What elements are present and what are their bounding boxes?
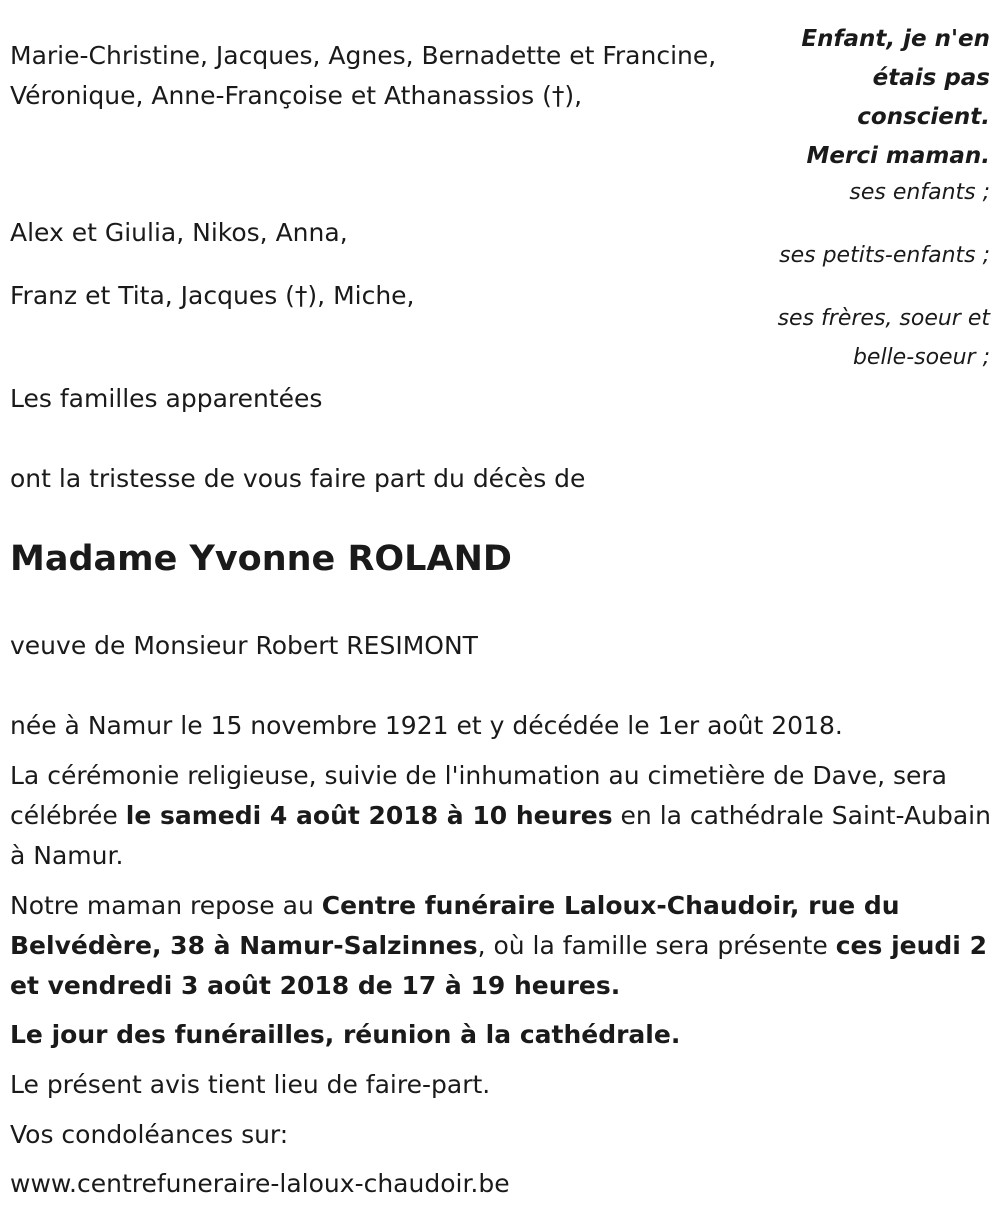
quote-line: Merci maman. (806, 143, 990, 169)
family-related-text: Les familles apparentées (10, 384, 323, 413)
visitation-intro: Notre maman repose au (10, 891, 322, 920)
gathering-text: Le jour des funérailles, réunion à la cathédrale. (10, 1020, 681, 1049)
spouse-text: veuve de Monsieur Robert RESIMONT (10, 631, 478, 660)
quote-line: Enfant, je n'en (801, 26, 990, 52)
visitation-place: Centre funéraire Laloux-Chaudoir, rue du Belvédère, 38 à Namur-Salzinnes (10, 891, 900, 960)
relation-children-label: ses enfants ; (849, 180, 990, 205)
family-siblings-text: Franz et Tita, Jacques (†), Miche, (10, 281, 415, 310)
condolences-label: Vos condoléances sur: (10, 1120, 289, 1149)
relation-siblings-label-continued: belle-soeur ; (852, 345, 990, 370)
relation-siblings-label: ses frères, soeur et (777, 306, 990, 331)
notice-text: Le présent avis tient lieu de faire-part. (10, 1070, 491, 1099)
birth-death-text: née à Namur le 15 novembre 1921 et y décédée le 1er août 2018. (10, 711, 843, 740)
ceremony-location: en la cathédrale Saint-Aubain à Namur. (10, 801, 991, 870)
relation-grandchildren-label: ses petits-enfants ; (779, 243, 990, 268)
announcement-text: ont la tristesse de vous faire part du décès de (10, 464, 586, 493)
visitation-dates: ces jeudi 2 et vendredi 3 août 2018 de 17 à 19 heures. (10, 931, 987, 1000)
family-children-text: Marie-Christine, Jacques, Agnes, Bernadette et Francine, Véronique, Anne-Françoise et Athanassios (†), (10, 41, 717, 110)
deceased-name: Madame Yvonne ROLAND (10, 539, 512, 579)
website-link[interactable]: www.centrefuneraire-laloux-chaudoir.be (10, 1169, 510, 1198)
visitation-paragraph (10, 886, 995, 1006)
family-grandchildren-text: Alex et Giulia, Nikos, Anna, (10, 218, 348, 247)
ceremony-intro: La cérémonie religieuse, suivie de l'inhumation au cimetière de Dave, sera célébrée (10, 761, 947, 830)
visitation-middle: , où la famille sera présente (477, 931, 836, 960)
ceremony-datetime: le samedi 4 août 2018 à 10 heures (125, 801, 613, 830)
ceremony-paragraph (10, 756, 995, 876)
quote-line: étais pas (872, 65, 990, 91)
quote-line: conscient. (857, 104, 990, 130)
